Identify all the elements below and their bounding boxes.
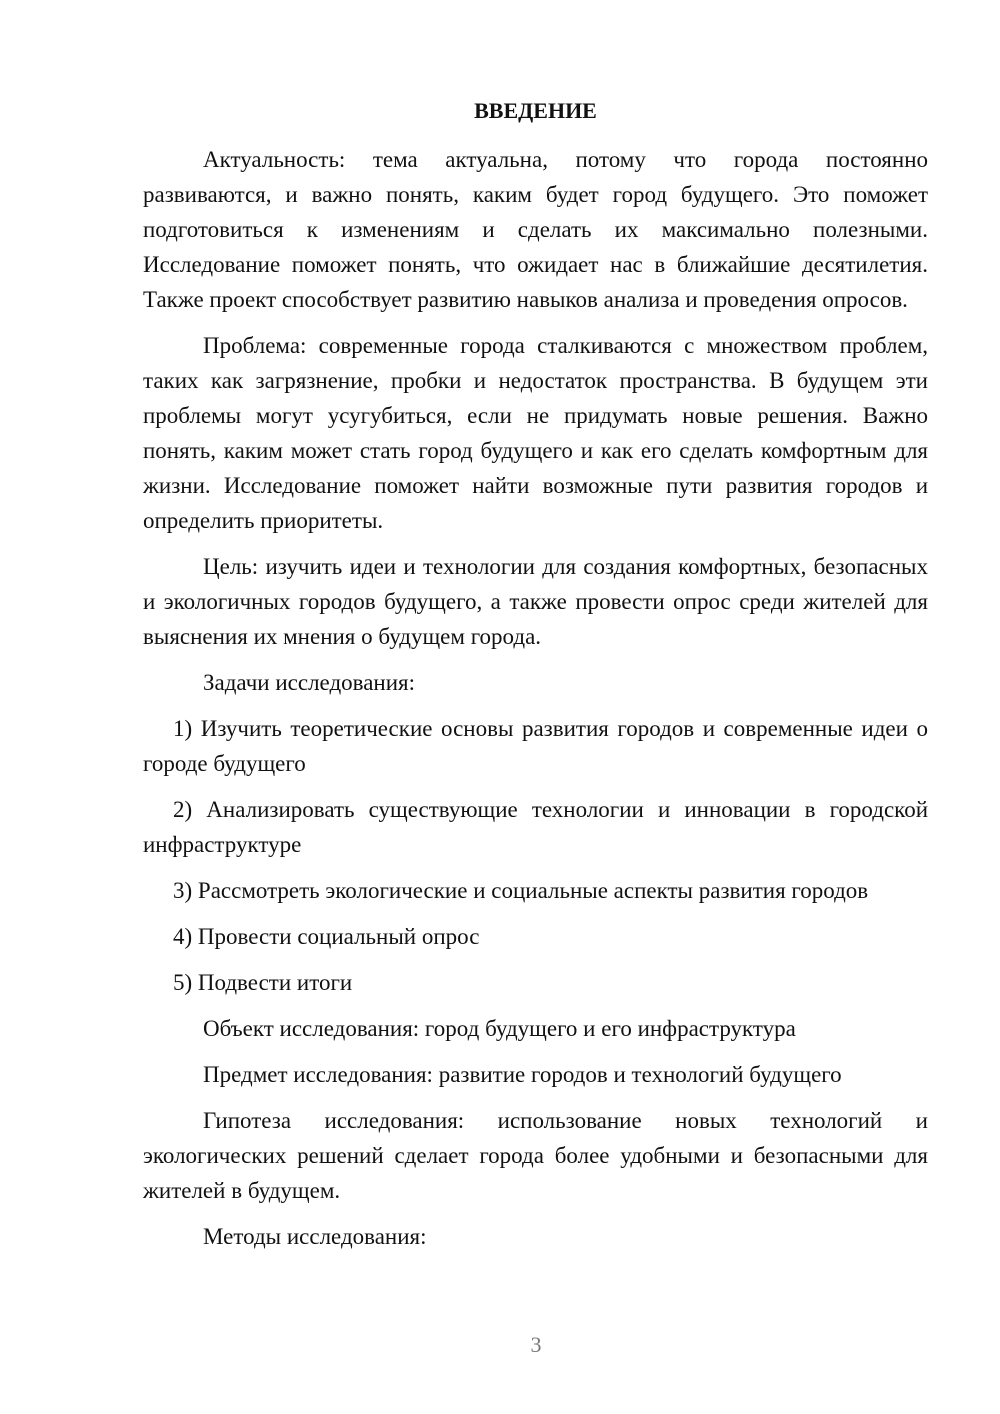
- task-item: 4) Провести социальный опрос: [173, 924, 480, 949]
- problem-paragraph: Проблема: современные города сталкиваются с множеством проблем, таких как загрязнение, пробки и недостаток пространства. В будущем эти проблемы могут усугубиться, если не придумать новые решения. Важно понять, каким может стать город будущего и как его сделать комфортным для жизни. Исследование поможет найти возможные пути развития городов и определить приоритеты.: [143, 333, 928, 533]
- relevance-paragraph: Актуальность: тема актуальна, потому что города постоянно развиваются, и важно понять, каким будет город будущего. Это поможет подготовиться к изменениям и сделать их максимально полезными. Исследование поможет понять, что ожидает нас в ближайшие десятилетия. Также проект способствует развитию навыков анализа и проведения опросов.: [143, 147, 928, 312]
- page-number: 3: [530, 1332, 542, 1357]
- hypothesis-paragraph: Гипотеза исследования: использование новых технологий и экологических решений сделает города более удобными и безопасными для жителей в будущем.: [143, 1108, 928, 1203]
- subject-paragraph: Предмет исследования: развитие городов и технологий будущего: [203, 1062, 842, 1087]
- task-item: 5) Подвести итоги: [173, 970, 353, 995]
- page-title: ВВЕДЕНИЕ: [474, 98, 597, 123]
- task-item: 2) Анализировать существующие технологии и инновации в городской инфраструктуре: [143, 797, 928, 857]
- page-content: [143, 96, 928, 1254]
- object-paragraph: Объект исследования: город будущего и его инфраструктура: [203, 1016, 796, 1041]
- task-item: 3) Рассмотреть экологические и социальные аспекты развития городов: [173, 878, 869, 903]
- methods-heading: Методы исследования:: [203, 1224, 427, 1249]
- task-item: 1) Изучить теоретические основы развития городов и современные идеи о городе будущего: [143, 716, 928, 776]
- goal-paragraph: Цель: изучить идеи и технологии для создания комфортных, безопасных и экологичных городов будущего, а также провести опрос среди жителей для выяснения их мнения о будущем города.: [143, 554, 928, 649]
- tasks-heading: Задачи исследования:: [203, 670, 416, 695]
